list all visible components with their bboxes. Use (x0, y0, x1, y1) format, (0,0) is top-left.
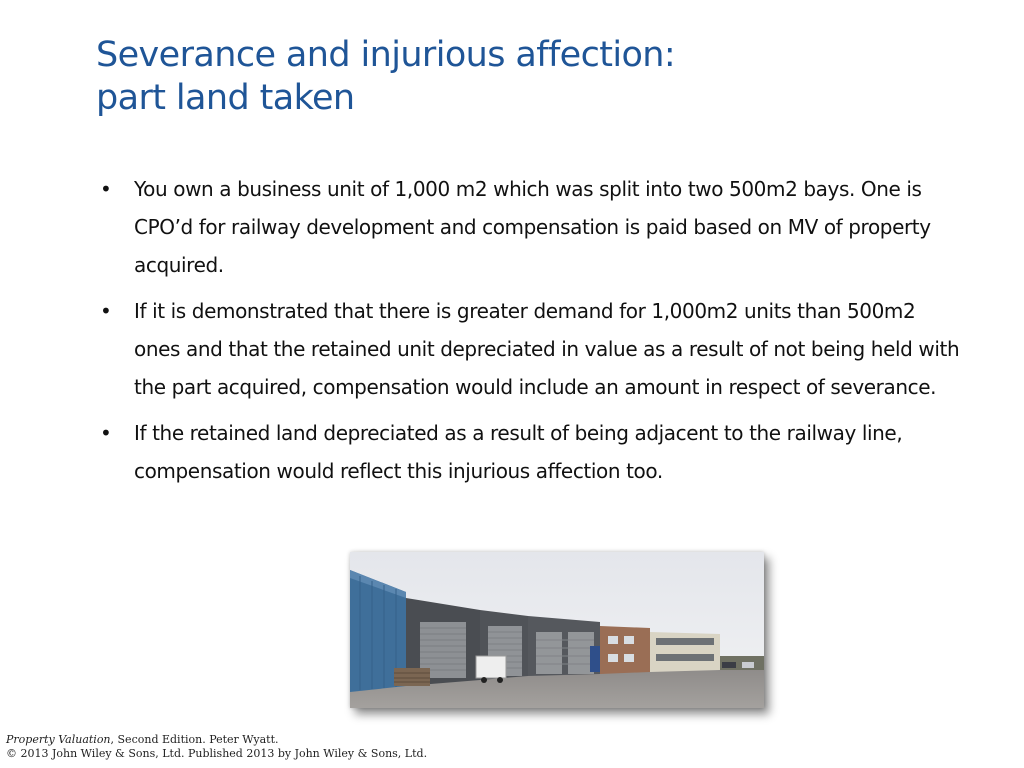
title-line-2: part land taken (96, 78, 355, 118)
footer-citation (6, 733, 606, 761)
list-item (98, 414, 960, 490)
edition-text: , Second Edition. Peter Wyatt. (110, 733, 279, 746)
bullet-list (98, 170, 960, 498)
bullet-icon: • (100, 299, 112, 323)
footer-line-1 (6, 733, 606, 747)
industrial-units-photo (350, 552, 764, 708)
bullet-text: You own a business unit of 1,000 m2 which was split into two 500m2 bays. One is CPO’d for railway development and compensation is paid based on MV of property acquired. (134, 177, 931, 277)
bullet-text: If it is demonstrated that there is greater demand for 1,000m2 units than 500m2 ones and that the retained unit depreciated in value as a result of not being held with the part acquired, compensation would include an amount in respect of severance. (134, 299, 960, 399)
bullet-icon: • (100, 177, 112, 201)
title-line-1: Severance and injurious affection: (96, 35, 676, 75)
slide-title (96, 34, 976, 120)
book-title: Property Valuation (6, 733, 111, 746)
bullet-text: If the retained land depreciated as a result of being adjacent to the railway line, compensation would reflect this injurious affection too. (134, 421, 903, 483)
footer-copyright: © 2013 John Wiley & Sons, Ltd. Published 2013 by John Wiley & Sons, Ltd. (6, 747, 428, 760)
list-item (98, 292, 960, 406)
list-item (98, 170, 960, 284)
bullet-icon: • (100, 421, 112, 445)
